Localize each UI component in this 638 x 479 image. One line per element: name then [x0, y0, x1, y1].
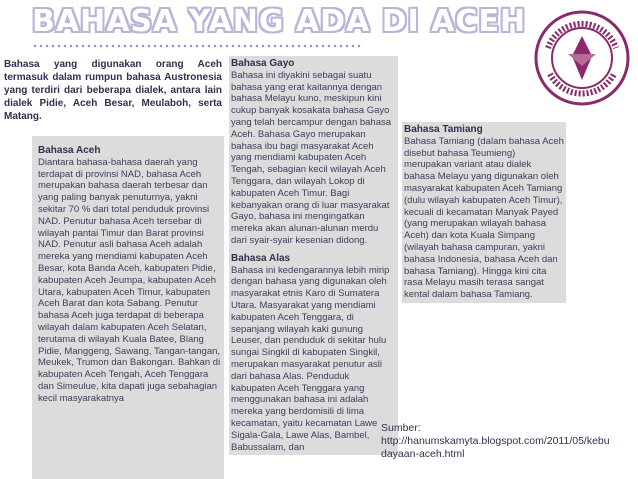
section-bahasa-gayo-alas: [229, 56, 398, 455]
source-url: http://hanumskamyta.blogspot.com/2011/05/kebudayaan-aceh.html: [381, 435, 610, 460]
section-bahasa-aceh: [38, 145, 222, 405]
section-heading: Bahasa Tamiang: [404, 124, 483, 135]
section-body: Bahasa ini diyakini sebagai suatu bahasa yang erat kaitannya dengan bahasa Melayu kuno, meskipun kini cukup banyak kosakata bahasa Gayo yang telah bercampur dengan bahasa Aceh. Bahasa Gayo merupakan bahasa ibu bagi masyarakat Aceh yang mendiami kabupaten Aceh Tengah, sebagian kecil wilayah Aceh Tenggara, dan wilayah Lokop di kabupaten Aceh Timur. Bagi kebanyakan orang di luar masyarakat Gayo, bahasa ini mengingatkan mereka akan alunan-alunan merdu dari syair-syair kesenian didong.: [231, 69, 392, 246]
intro-paragraph: Bahasa yang digunakan orang Aceh termasuk dalam rumpun bahasa Austronesia yang terdiri dari beberapa dialek, antara lain dialek Pidie, Aceh Besar, Meulaboh, serta Matang.: [4, 59, 222, 122]
section-heading: Bahasa Aceh: [38, 145, 101, 156]
section-bahasa-tamiang: [402, 122, 566, 303]
page-title: BAHASA YANG ADA DI ACEH: [32, 4, 527, 39]
source-citation: [381, 422, 611, 461]
universitas-gunadarma-logo-icon: [534, 8, 630, 108]
source-label: Sumber:: [381, 422, 421, 434]
section-heading: Bahasa Alas: [231, 252, 291, 264]
title-dotted-underline: [32, 43, 362, 49]
section-heading: Bahasa Gayo: [231, 58, 295, 69]
section-body: Diantara bahasa-bahasa daerah yang terdapat di provinsi NAD, bahasa Aceh merupakan bahasa daerah terbesar dan yang paling banyak penuturnya, yakni sekitar 70 % dari total penduduk provinsi NAD. Penutur bahasa Aceh tersebar di wilayah pantai Timur dan Barat provinsi NAD. Penutur asli bahasa Aceh adalah mereka yang mendiami kabupaten Aceh Besar, kota Banda Aceh, kabupaten Pidie, kabupaten Aceh Jeumpa, kabupaten Aceh Utara, kabupaten Aceh Timur, kabupaten Aceh Barat dan kota Sabang. Penutur bahasa Aceh juga terdapat di beberapa wilayah dalam kabupaten Aceh Selatan, terutama di wilayah Kuala Batee, Blang Pidie, Manggeng, Sawang, Tangan-tangan, Meukek, Trumon dan Bakongan. Bahkan di kabupaten Aceh Tengah, Aceh Tenggara dan Simeulue, kita dapati juga sebahagian kecil masyarakatnya: [38, 156, 221, 404]
section-body: Bahasa ini kedengarannya lebih mirip dengan bahasa yang digunakan oleh masyarakat etnis Karo di Sumatera Utara. Masyarakat yang mendiami kabupaten Aceh Tenggara, di sepanjang wilayah kaki gunung Leuser, dan penduduk di sekitar hulu sungai Singkil di kabupaten Singkil, merupakan masyarakat penutur asli dari bahasa Alas. Penduduk kabupaten Aceh Tenggara yang menggunakan bahasa ini adalah mereka yang berdomisili di lima kecamatan, yaitu kecamatan Lawe Sigala-Gala, Lawe Alas, Bambel, Babussalam, dan: [231, 264, 390, 453]
section-body: Bahasa Tamiang (dalam bahasa Aceh disebut bahasa Teumieng) merupakan variant atau dialek bahasa Melayu yang digunakan oleh masyarakat kabupaten Aceh Tamiang (dulu wilayah kabupaten Aceh Timur), kecuali di kecamatan Manyak Payed (yang merupakan wilayah bahasa Aceh) dan kota Kuala Simpang (wilayah bahasa campuran, yakni bahasa Indonesia, bahasa Aceh dan bahasa Tamiang). Hingga kini cita rasa Melayu masih terasa sangat kental dalam bahasa Tamiang.: [404, 135, 564, 301]
